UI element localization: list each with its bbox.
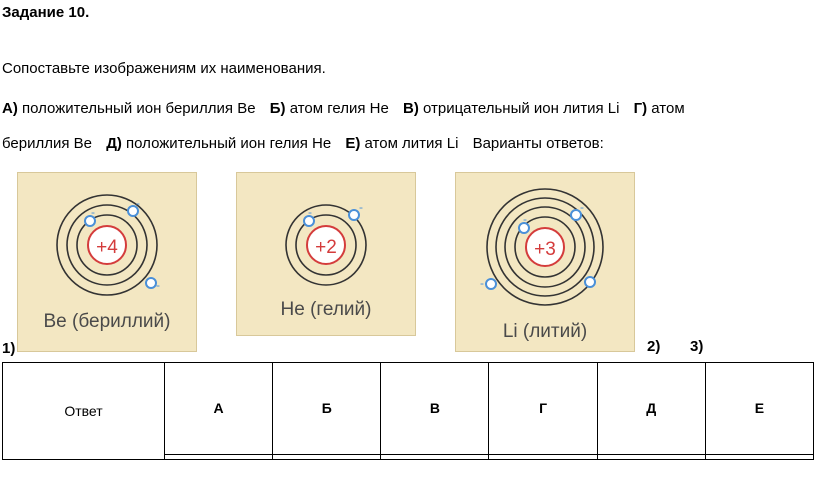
answer-cell-a[interactable] [165, 454, 273, 459]
nucleus-charge: +2 [315, 237, 337, 258]
nucleus-charge: +3 [534, 239, 556, 260]
svg-text:-: - [580, 200, 584, 214]
svg-text:-: - [91, 205, 95, 219]
column-header-e: Е [705, 363, 813, 455]
option-b: Б) атом гелия He [269, 100, 389, 117]
option-a: А) положительный ион бериллия Be [2, 100, 256, 117]
svg-text:-: - [136, 196, 140, 210]
answer-cell-v[interactable] [381, 454, 489, 459]
nucleus-charge: +4 [96, 237, 118, 258]
image-beryllium [17, 172, 197, 352]
answer-cell-e[interactable] [705, 454, 813, 459]
column-header-b: Б [273, 363, 381, 455]
lithium-label: Li (литий) [502, 321, 588, 342]
task-instruction: Сопоставьте изображениям их наименования. [2, 60, 326, 77]
column-header-d: Д [597, 363, 705, 455]
svg-text:-: - [359, 200, 363, 214]
answer-cell-d[interactable] [597, 454, 705, 459]
column-header-v: В [381, 363, 489, 455]
svg-text:-: - [523, 212, 527, 226]
answer-cell-g[interactable] [489, 454, 597, 459]
answer-cell-b[interactable] [273, 454, 381, 459]
answer-row-label: Ответ [3, 363, 165, 460]
helium-label: He (гелий) [280, 299, 372, 320]
image-number-2: 2) [647, 338, 661, 355]
option-d: Д) положительный ион гелия He [106, 135, 332, 152]
answers-caption: Варианты ответов: [472, 135, 604, 152]
column-header-a: А [165, 363, 273, 455]
task-title: Задание 10. [2, 4, 90, 21]
options-line-1 [2, 100, 695, 117]
option-g: Г) атом [633, 100, 685, 117]
svg-text:-: - [308, 205, 312, 219]
beryllium-label: Be (бериллий) [43, 311, 171, 332]
image-number-3: 3) [690, 338, 704, 355]
svg-text:-: - [156, 278, 160, 292]
image-number-1: 1) [2, 340, 16, 357]
option-e: Е) атом лития Li [345, 135, 459, 152]
image-helium [236, 172, 416, 336]
option-v: В) отрицательный ион лития Li [402, 100, 620, 117]
options-line-2 [2, 135, 604, 152]
table-header-row [3, 363, 814, 455]
image-lithium [455, 172, 635, 352]
svg-text:-: - [480, 276, 484, 290]
column-header-g: Г [489, 363, 597, 455]
answer-table [2, 362, 814, 460]
option-g-continued: бериллия Be [2, 135, 93, 152]
